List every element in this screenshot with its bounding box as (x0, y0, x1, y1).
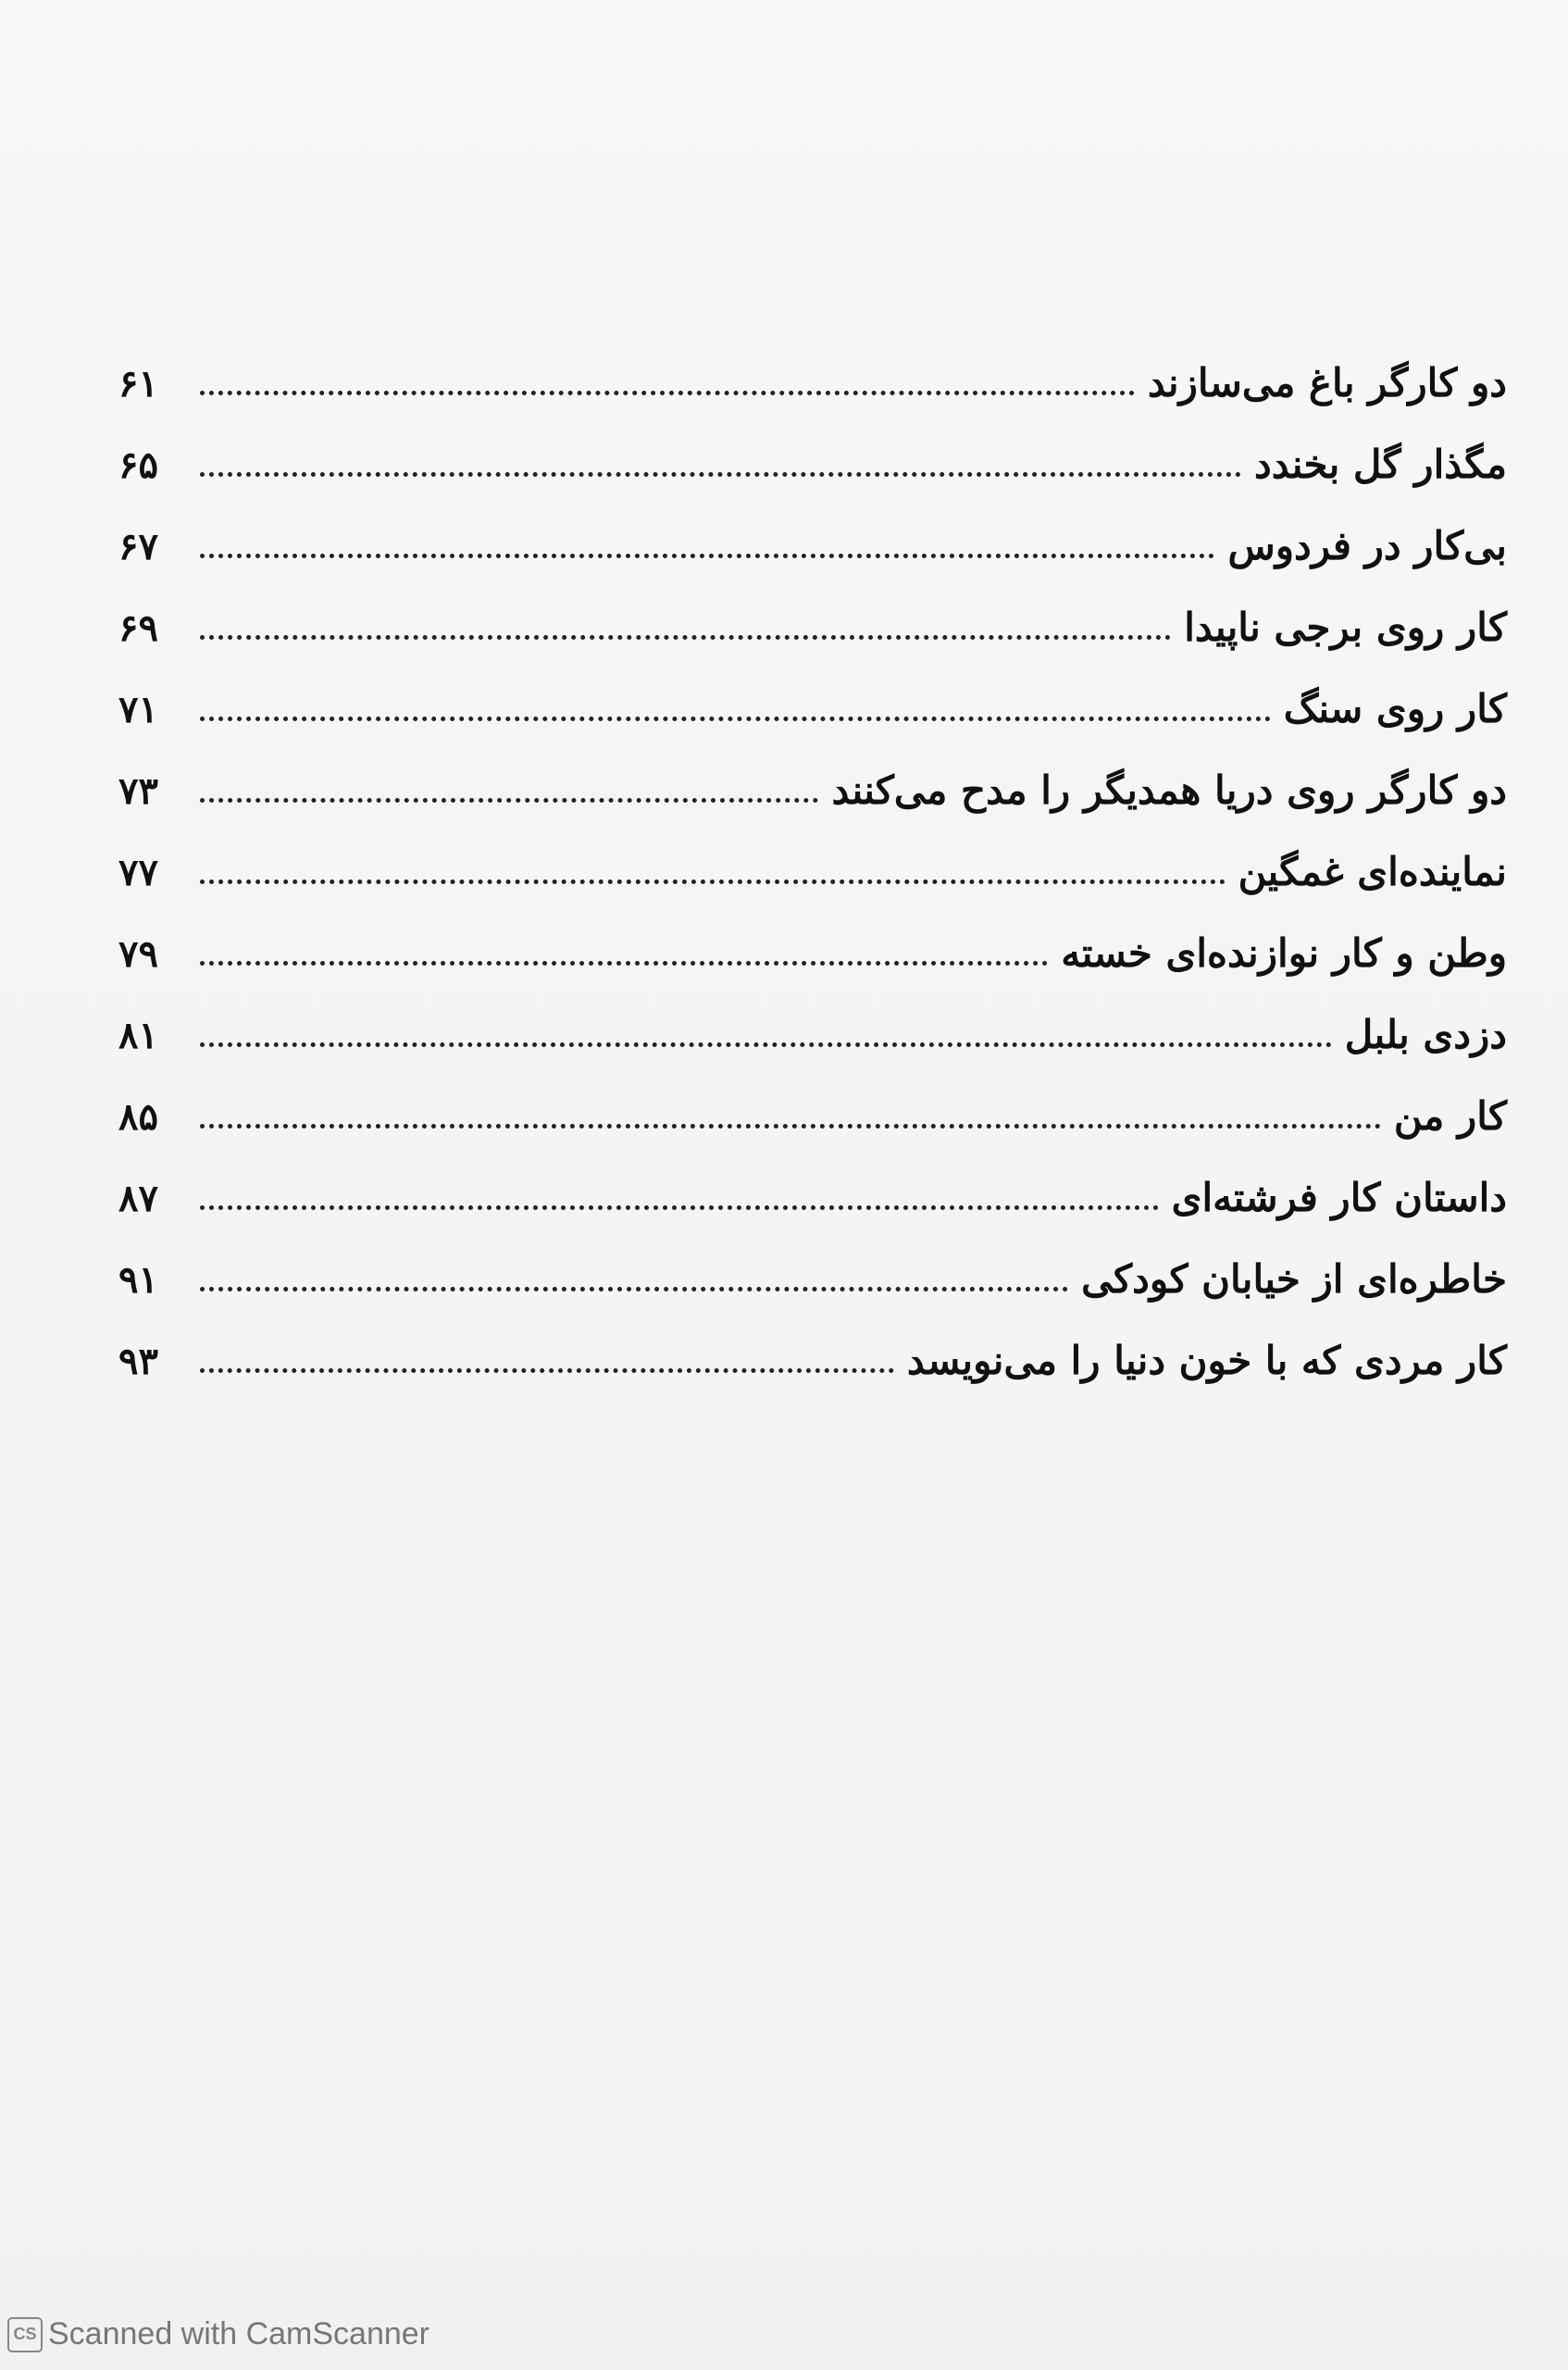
camscanner-logo-icon: CS (7, 2317, 43, 2352)
toc-entry (118, 410, 1507, 492)
toc-entry-title: کار روی برجی ناپیدا (1184, 605, 1507, 650)
toc-entry-page: ۶۵ (118, 443, 158, 487)
toc-entry-page: ۷۱ (118, 688, 158, 731)
toc-entry (118, 899, 1507, 980)
toc-entry-page: ۶۷ (118, 525, 158, 568)
toc-entry-page: ۷۹ (118, 932, 158, 976)
dot-leader (200, 1287, 1068, 1291)
toc-entry-title: کار من (1393, 1093, 1507, 1139)
toc-entry-title: دو کارگر روی دریا همدیگر را مدح می‌کنند (831, 767, 1507, 813)
toc-entry (118, 329, 1507, 410)
dot-leader (200, 1205, 1159, 1210)
toc-entry (118, 817, 1507, 899)
dot-leader (200, 879, 1226, 884)
toc-entry-title: دزدی بلبل (1344, 1012, 1507, 1057)
dot-leader (200, 472, 1241, 477)
toc-entry-page: ۸۱ (118, 1014, 158, 1057)
dot-leader (200, 1042, 1332, 1047)
toc-entry-page: ۶۱ (118, 362, 158, 405)
toc-entry (118, 1062, 1507, 1143)
toc-entry (118, 980, 1507, 1062)
toc-entry-page: ۶۹ (118, 606, 158, 650)
toc-entry-page: ۹۱ (118, 1258, 158, 1302)
dot-leader (200, 961, 1048, 966)
toc-entry-title: خاطره‌ای از خیابان کودکی (1081, 1256, 1507, 1302)
dot-leader (200, 1124, 1381, 1129)
toc-entry (118, 1306, 1507, 1388)
toc-entry-title: وطن و کار نوازنده‌ای خسته (1061, 930, 1507, 976)
dot-leader (200, 798, 818, 803)
watermark-text: Scanned with CamScanner (48, 2316, 430, 2351)
toc-entry-title: داستان کار فرشته‌ای (1171, 1175, 1507, 1220)
toc-entry-title: دو کارگر باغ می‌سازند (1147, 360, 1507, 405)
toc-entry-title: کار روی سنگ (1283, 686, 1507, 731)
toc-entry-page: ۹۳ (118, 1340, 158, 1383)
toc-entry-title: نماینده‌ای غمگین (1238, 849, 1507, 894)
toc-entry-title: مگذار گل بخندد (1254, 442, 1507, 487)
dot-leader (200, 1368, 894, 1373)
camscanner-watermark (7, 2316, 429, 2352)
dot-leader (200, 554, 1214, 558)
toc-entry (118, 655, 1507, 736)
toc-entry (118, 1225, 1507, 1306)
toc-entry (118, 736, 1507, 817)
toc-entry-page: ۷۳ (118, 769, 158, 813)
toc-entry-title: کار مردی که با خون دنیا را می‌نویسد (906, 1338, 1507, 1383)
toc-entry (118, 492, 1507, 573)
dot-leader (200, 635, 1171, 640)
toc-entry-title: بی‌کار در فردوس (1227, 523, 1507, 568)
toc-entry (118, 1143, 1507, 1225)
toc-entry-page: ۸۵ (118, 1095, 158, 1139)
toc-entry-page: ۸۷ (118, 1177, 158, 1220)
toc-entry (118, 573, 1507, 655)
toc-entry-page: ۷۷ (118, 851, 158, 894)
dot-leader (200, 391, 1135, 395)
table-of-contents (118, 329, 1507, 1388)
dot-leader (200, 717, 1271, 721)
